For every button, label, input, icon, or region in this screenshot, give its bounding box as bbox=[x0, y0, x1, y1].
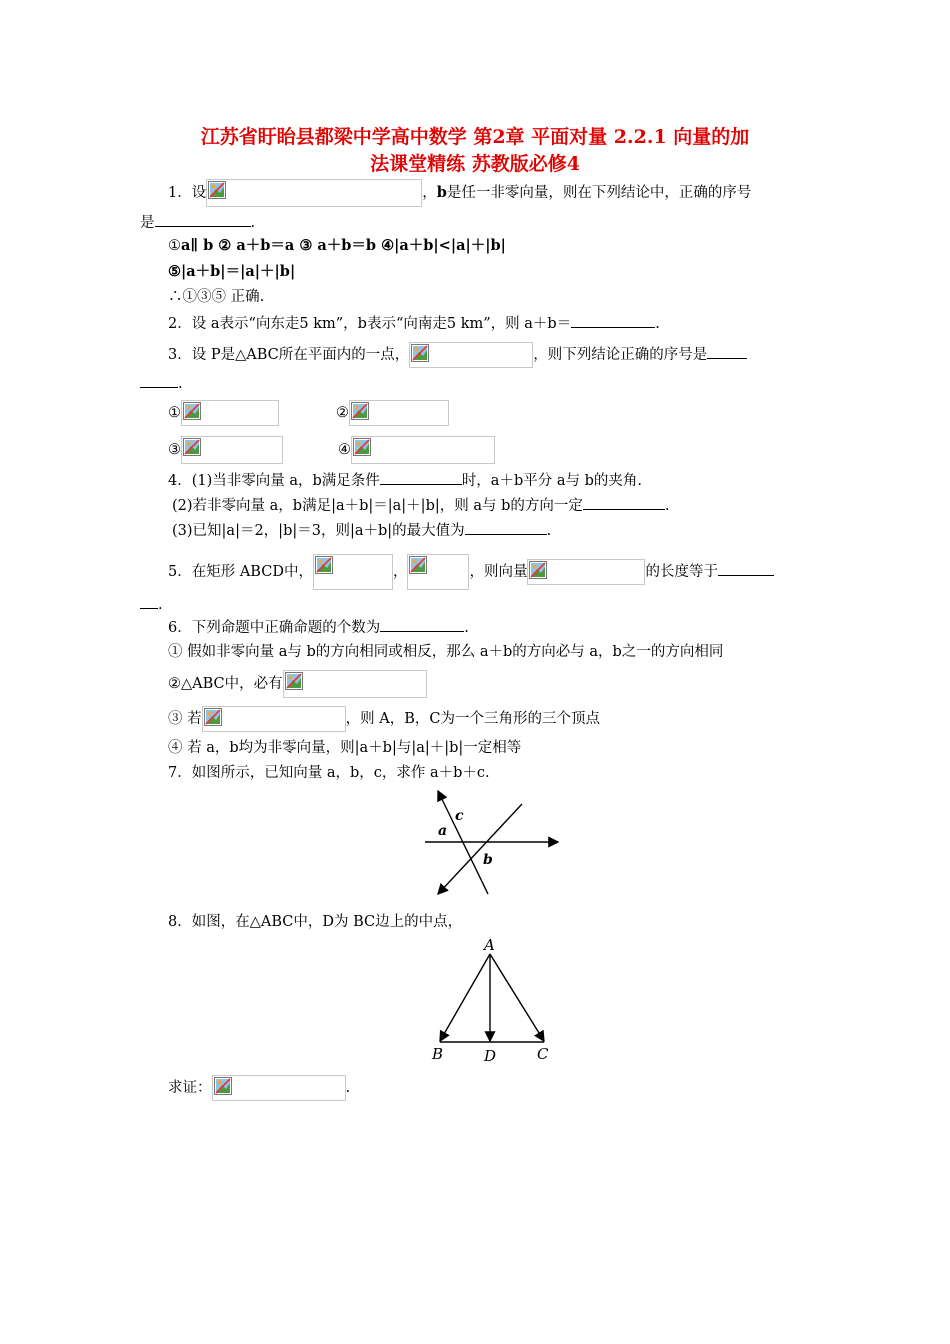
label-D: D bbox=[484, 1047, 497, 1065]
q5: 5．在矩形 ABCD中， ， ，则向量 的长度等于 bbox=[168, 554, 774, 590]
vector-figure bbox=[420, 786, 565, 898]
answer-blank bbox=[571, 313, 655, 328]
broken-image-icon bbox=[183, 402, 201, 420]
broken-image-icon bbox=[529, 561, 547, 579]
formula-image bbox=[409, 342, 533, 368]
broken-image-icon bbox=[353, 438, 371, 456]
label-a: a bbox=[438, 823, 448, 839]
formula-image bbox=[202, 706, 346, 732]
label-C: C bbox=[537, 1045, 549, 1063]
q1-options1: ①a∥ b ② a＋b＝a ③ a＋b＝b ④|a＋b|<|a|＋|b| bbox=[168, 237, 506, 254]
q6-p4: ④ 若 a，b均为非零向量，则|a＋b|与|a|＋|b|一定相等 bbox=[168, 740, 522, 756]
answer-blank bbox=[140, 594, 158, 609]
q1-answer: ∴①③⑤ 正确. bbox=[168, 289, 265, 305]
broken-image-icon bbox=[214, 1077, 232, 1095]
answer-blank bbox=[380, 617, 464, 632]
q3-option3: ③ bbox=[168, 436, 283, 464]
q4-line1: 4．(1)当非零向量 a，b满足条件 时，a＋b平分 a与 b的夹角. bbox=[168, 470, 642, 491]
broken-image-icon bbox=[411, 344, 429, 362]
label-b: b bbox=[483, 852, 493, 868]
q1-options2: ⑤|a＋b|＝|a|＋|b| bbox=[168, 263, 296, 280]
q2: 2．设 a表示“向东走5 km”，b表示“向南走5 km”，则 a＋b＝ . bbox=[168, 313, 660, 334]
q6-p1: ① 假如非零向量 a与 b的方向相同或相反，那么 a＋b的方向必与 a，b之一的方向相同 bbox=[168, 644, 724, 660]
q6-p3: ③ 若 ，则 A，B，C为一个三角形的三个顶点 bbox=[168, 706, 600, 732]
formula-image bbox=[313, 554, 393, 590]
formula-image bbox=[527, 559, 645, 585]
q6-head: 6．下列命题中正确命题的个数为 . bbox=[168, 617, 469, 638]
broken-image-icon bbox=[204, 708, 222, 726]
answer-blank bbox=[718, 561, 774, 576]
broken-image-icon bbox=[285, 672, 303, 690]
q3-option4: ④ bbox=[338, 436, 495, 464]
formula-image bbox=[407, 554, 469, 590]
answer-blank bbox=[140, 373, 178, 388]
q3-option1: ① bbox=[168, 400, 279, 426]
q7: 7．如图所示，已知向量 a，b，c，求作 a＋b＋c. bbox=[168, 765, 490, 781]
q1-line2: 是 . bbox=[140, 212, 255, 233]
q1-line1: 1．设 ，b是任一非零向量，则在下列结论中，正确的序号 bbox=[168, 179, 751, 207]
label-A: A bbox=[484, 936, 495, 954]
formula-image bbox=[212, 1075, 346, 1101]
q3-line1: 3．设 P是△ABC所在平面内的一点， ，则下列结论正确的序号是 bbox=[168, 342, 747, 368]
vector-ac bbox=[490, 954, 544, 1041]
formula-image bbox=[181, 400, 279, 426]
formula-image bbox=[206, 179, 422, 207]
q8-prove: 求证： . bbox=[168, 1075, 350, 1101]
formula-image bbox=[181, 436, 283, 464]
q6-p2: ②△ABC中，必有 bbox=[168, 670, 427, 698]
formula-image bbox=[351, 436, 495, 464]
broken-image-icon bbox=[183, 438, 201, 456]
answer-blank bbox=[155, 212, 251, 227]
broken-image-icon bbox=[409, 556, 427, 574]
q3-option2: ② bbox=[336, 400, 449, 426]
broken-image-icon bbox=[315, 556, 333, 574]
broken-image-icon bbox=[208, 181, 226, 199]
broken-image-icon bbox=[351, 402, 369, 420]
q8: 8．如图，在△ABC中，D为 BC边上的中点， bbox=[168, 914, 463, 930]
triangle-figure bbox=[428, 934, 558, 1066]
q4-line3: (3)已知|a|＝2，|b|＝3，则|a＋b|的最大值为 . bbox=[172, 520, 551, 541]
q4-line2: (2)若非零向量 a，b满足|a＋b|＝|a|＋|b|，则 a与 b的方向一定 . bbox=[172, 495, 670, 516]
answer-blank bbox=[583, 495, 665, 510]
answer-blank bbox=[380, 470, 462, 485]
answer-blank bbox=[465, 520, 547, 535]
q5-line2: . bbox=[140, 594, 163, 615]
q3-line2: . bbox=[140, 373, 183, 394]
formula-image bbox=[283, 670, 427, 698]
formula-image bbox=[349, 400, 449, 426]
answer-blank bbox=[707, 344, 747, 359]
page-title: 江苏省盱眙县都梁中学高中数学 第2章 平面对量 2.2.1 向量的加 法课堂精练 苏教版必修4 bbox=[200, 126, 750, 175]
label-B: B bbox=[432, 1045, 444, 1063]
label-c: c bbox=[455, 808, 464, 824]
vector-ab bbox=[440, 954, 490, 1041]
